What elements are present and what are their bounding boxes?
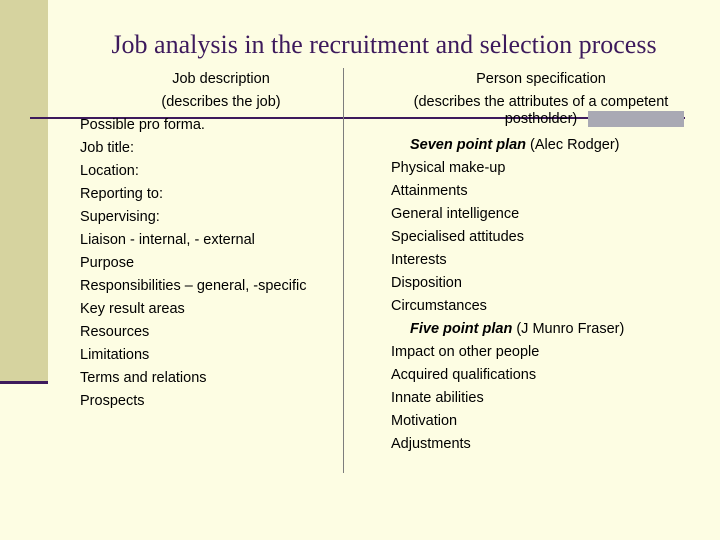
job-description-item: Resources	[80, 324, 150, 340]
job-description-item: Terms and relations	[80, 370, 207, 386]
job-description-list	[80, 114, 342, 413]
job-description-item: Key result areas	[80, 301, 185, 317]
seven-point-plan-item: Specialised attitudes	[391, 229, 524, 245]
seven-point-plan-list	[391, 157, 691, 318]
five-point-plan-list	[391, 341, 691, 456]
job-description-item: Limitations	[80, 347, 150, 363]
five-point-plan-item: Adjustments	[391, 436, 471, 452]
seven-point-plan-item: General intelligence	[391, 206, 520, 222]
person-specification-column	[391, 68, 691, 456]
five-point-plan-name: Five point plan	[410, 321, 513, 337]
job-description-item: Reporting to:	[80, 186, 164, 202]
slide-title: Job analysis in the recruitment and selection process	[111, 30, 657, 59]
job-description-item: Prospects	[80, 393, 145, 409]
seven-point-plan-item: Interests	[391, 252, 447, 268]
five-point-plan-item: Motivation	[391, 413, 458, 429]
job-description-item: Supervising:	[80, 209, 160, 225]
job-description-column	[80, 68, 342, 413]
seven-point-plan-name: Seven point plan	[410, 137, 527, 153]
seven-point-plan-item: Attainments	[391, 183, 468, 199]
five-point-plan-item: Impact on other people	[391, 344, 540, 360]
job-description-heading: Job description	[172, 71, 270, 87]
seven-point-plan-item: Circumstances	[391, 298, 487, 314]
five-point-plan-item: Acquired qualifications	[391, 367, 537, 383]
job-description-item: Responsibilities – general, -specific	[80, 278, 307, 294]
seven-point-plan-item: Disposition	[391, 275, 462, 291]
job-description-item: Location:	[80, 163, 139, 179]
job-description-item: Purpose	[80, 255, 135, 271]
person-specification-subheading: (describes the attributes of a competent postholder)	[413, 94, 669, 127]
seven-point-plan-heading	[391, 134, 691, 157]
seven-point-plan-author: (Alec Rodger)	[526, 137, 620, 153]
job-description-subheading: (describes the job)	[161, 94, 281, 110]
left-accent-bar	[0, 0, 48, 383]
left-accent-rule	[0, 381, 48, 384]
five-point-plan-author: (J Munro Fraser)	[512, 321, 625, 337]
job-description-item: Job title:	[80, 140, 134, 156]
person-specification-heading: Person specification	[476, 71, 606, 87]
seven-point-plan-item: Physical make-up	[391, 160, 506, 176]
job-description-item: Possible pro forma.	[80, 117, 205, 133]
five-point-plan-heading	[391, 318, 691, 341]
column-divider	[343, 68, 344, 473]
job-description-item: Liaison - internal, - external	[80, 232, 255, 248]
five-point-plan-item: Innate abilities	[391, 390, 484, 406]
